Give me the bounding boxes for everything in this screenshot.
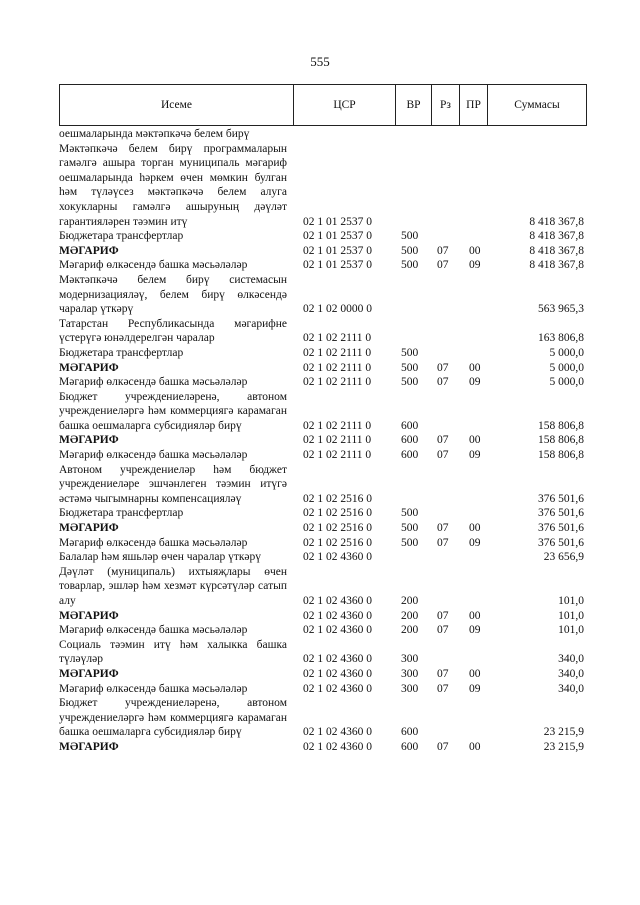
row-sum: 376 501,6 (538, 522, 584, 535)
table-row (59, 317, 586, 346)
row-rz-code: 07 (437, 376, 449, 389)
row-vr-code: 500 (401, 536, 419, 549)
row-rz-code: 07 (437, 667, 449, 680)
row-vr-code: 600 (401, 449, 419, 462)
row-name: Бюджетара трансфертлар (59, 507, 184, 520)
table-row (59, 229, 586, 244)
row-name: МӘГАРИФ (59, 609, 119, 622)
table-row (59, 565, 586, 609)
row-name: Мәктәпкәчә белем бирү системасын модернизацияләү, белем бирү өлкәсендә чаралар үткәрү (59, 273, 287, 316)
row-sum: 8 418 367,8 (529, 230, 584, 243)
row-csr-code: 02 1 02 2111 0 (303, 361, 372, 374)
table-row (59, 433, 586, 448)
row-vr-code: 500 (401, 507, 419, 520)
row-sum: 376 501,6 (538, 536, 584, 549)
header-rz: Рз (432, 85, 460, 126)
row-csr-code: 02 1 02 2111 0 (303, 332, 372, 345)
row-csr-code: 02 1 02 4360 0 (303, 740, 372, 753)
row-name: Бюджет учреждениеләренә, автоном учреждениеләргә һәм коммерциягә карамаган башка оешмаларга субсидияләр бирү (59, 390, 287, 432)
row-name: МӘГАРИФ (59, 434, 119, 447)
row-csr-code: 02 1 02 2111 0 (303, 346, 372, 359)
row-rz-code: 07 (437, 624, 449, 637)
row-pr-code: 09 (469, 624, 481, 637)
row-pr-code: 00 (469, 361, 481, 374)
row-pr-code: 00 (469, 740, 481, 753)
row-vr-code: 500 (401, 361, 419, 374)
row-csr-code: 02 1 01 2537 0 (303, 230, 372, 243)
row-name: Мәгариф өлкәсендә башка мәсьәләләр (59, 259, 248, 272)
row-pr-code: 09 (469, 259, 481, 272)
table-header (59, 84, 587, 126)
row-pr-code: 09 (469, 536, 481, 549)
row-rz-code: 07 (437, 244, 449, 257)
row-sum: 158 806,8 (538, 419, 584, 432)
header-name: Исеме (60, 85, 294, 126)
row-sum: 101,0 (558, 609, 584, 622)
row-sum: 23 215,9 (543, 740, 584, 753)
row-rz-code: 07 (437, 609, 449, 622)
row-csr-code: 02 1 02 4360 0 (303, 624, 372, 637)
row-csr-code: 02 1 02 4360 0 (303, 653, 372, 666)
row-pr-code: 00 (469, 667, 481, 680)
table-row (59, 506, 586, 521)
row-sum: 563 965,3 (538, 303, 584, 316)
row-csr-code: 02 1 01 2537 0 (303, 244, 372, 257)
row-csr-code: 02 1 02 2516 0 (303, 522, 372, 535)
table-row (59, 667, 586, 682)
table-row (59, 346, 586, 361)
row-pr-code: 00 (469, 609, 481, 622)
row-csr-code: 02 1 02 2516 0 (303, 507, 372, 520)
table-row (59, 127, 586, 142)
row-vr-code: 600 (401, 419, 419, 432)
row-sum: 158 806,8 (538, 449, 584, 462)
row-name: МӘГАРИФ (59, 522, 119, 535)
table-row (59, 682, 586, 697)
row-name: Мәгариф өлкәсендә башка мәсьәләләр (59, 536, 248, 549)
row-name: МӘГАРИФ (59, 361, 119, 374)
table-row (59, 550, 586, 565)
row-csr-code: 02 1 01 2537 0 (303, 215, 372, 228)
row-name: Бюджет учреждениеләренә, автоном учреждениеләргә һәм коммерциягә карамаган башка оешмаларга субсидияләр бирү (59, 697, 287, 739)
row-name: Автоном учреждениеләр һәм бюджет учреждениеләре эшчәнлеген тәэмин итүгә әстәмә чыгымнарны компенсацияләү (59, 463, 287, 505)
row-csr-code: 02 1 02 0000 0 (303, 303, 372, 316)
row-sum: 163 806,8 (538, 332, 584, 345)
row-rz-code: 07 (437, 740, 449, 753)
row-pr-code: 00 (469, 522, 481, 535)
row-name: Татарстан Республикасында мәгарифне үстерүгә юнәлдерелгән чаралар (59, 317, 287, 345)
row-sum: 23 215,9 (543, 726, 584, 739)
row-sum: 340,0 (558, 667, 584, 680)
row-sum: 8 418 367,8 (529, 215, 584, 228)
table-row (59, 448, 586, 463)
header-pr: ПР (460, 85, 488, 126)
row-name: Социаль тәэмин итү һәм халыкка башка түләүләр (59, 638, 287, 666)
table-row (59, 740, 586, 755)
row-pr-code: 00 (469, 434, 481, 447)
row-vr-code: 200 (401, 609, 419, 622)
row-sum: 340,0 (558, 682, 584, 695)
row-rz-code: 07 (437, 522, 449, 535)
table-row (59, 623, 586, 638)
row-name: Мәгариф өлкәсендә башка мәсьәләләр (59, 682, 248, 695)
row-sum: 8 418 367,8 (529, 259, 584, 272)
row-sum: 101,0 (558, 595, 584, 607)
row-sum: 101,0 (558, 624, 584, 637)
row-vr-code: 200 (401, 595, 419, 607)
row-csr-code: 02 1 02 2111 0 (303, 419, 372, 432)
header-sum: Суммасы (488, 85, 587, 126)
row-pr-code: 09 (469, 682, 481, 695)
row-rz-code: 07 (437, 682, 449, 695)
row-vr-code: 500 (401, 230, 419, 243)
row-vr-code: 500 (401, 522, 419, 535)
table-row (59, 258, 586, 273)
row-vr-code: 300 (401, 653, 419, 666)
row-sum: 376 501,6 (538, 492, 584, 505)
row-vr-code: 500 (401, 346, 419, 359)
row-sum: 158 806,8 (538, 434, 584, 447)
row-sum: 5 000,0 (549, 361, 584, 374)
row-csr-code: 02 1 02 2111 0 (303, 449, 372, 462)
row-sum: 340,0 (558, 653, 584, 666)
row-csr-code: 02 1 02 4360 0 (303, 595, 372, 607)
row-vr-code: 300 (401, 682, 419, 695)
row-vr-code: 600 (401, 726, 419, 739)
table-row (59, 521, 586, 536)
row-csr-code: 02 1 01 2537 0 (303, 259, 372, 272)
row-vr-code: 200 (401, 624, 419, 637)
header-vr: ВР (396, 85, 432, 126)
table-row (59, 244, 586, 259)
row-name: МӘГАРИФ (59, 740, 119, 753)
row-name: оешмаларында мәктәпкәчә белем бирү (59, 128, 250, 140)
row-name: Балалар һәм яшьләр өчен чаралар үткәрү (59, 551, 262, 564)
row-csr-code: 02 1 02 2516 0 (303, 492, 372, 505)
row-csr-code: 02 1 02 4360 0 (303, 726, 372, 739)
row-name: МӘГАРИФ (59, 667, 119, 680)
row-csr-code: 02 1 02 4360 0 (303, 667, 372, 680)
row-rz-code: 07 (437, 449, 449, 462)
row-vr-code: 600 (401, 434, 419, 447)
row-pr-code: 00 (469, 244, 481, 257)
header-csr: ЦСР (294, 85, 396, 126)
table-row (59, 463, 586, 507)
row-csr-code: 02 1 02 4360 0 (303, 551, 372, 564)
row-name: Бюджетара трансфертлар (59, 346, 184, 359)
row-csr-code: 02 1 02 2516 0 (303, 536, 372, 549)
row-vr-code: 500 (401, 259, 419, 272)
row-sum: 23 656,9 (543, 551, 584, 564)
row-name: Мәгариф өлкәсендә башка мәсьәләләр (59, 449, 248, 462)
row-name: Бюджетара трансфертлар (59, 230, 184, 243)
row-csr-code: 02 1 02 2111 0 (303, 376, 372, 389)
row-pr-code: 09 (469, 376, 481, 389)
row-vr-code: 300 (401, 667, 419, 680)
table-row (59, 696, 586, 740)
table-body (59, 127, 586, 755)
row-name: Дәүләт (муниципаль) ихтыяҗлары өчен товарлар, эшләр һәм хезмәт күрсәтүләр сатып алу (59, 565, 287, 607)
table-row (59, 609, 586, 624)
row-rz-code: 07 (437, 361, 449, 374)
row-vr-code: 500 (401, 244, 419, 257)
row-csr-code: 02 1 02 4360 0 (303, 682, 372, 695)
row-pr-code: 09 (469, 449, 481, 462)
row-name: МӘГАРИФ (59, 244, 119, 257)
row-name: Мәгариф өлкәсендә башка мәсьәләләр (59, 624, 248, 637)
row-rz-code: 07 (437, 434, 449, 447)
table-row (59, 361, 586, 376)
table-row (59, 390, 586, 434)
row-vr-code: 500 (401, 376, 419, 389)
row-sum: 5 000,0 (549, 346, 584, 359)
row-rz-code: 07 (437, 259, 449, 272)
row-rz-code: 07 (437, 536, 449, 549)
row-vr-code: 600 (401, 740, 419, 753)
table-row (59, 638, 586, 667)
table-row (59, 375, 586, 390)
row-csr-code: 02 1 02 4360 0 (303, 609, 372, 622)
table-row (59, 536, 586, 551)
table-row (59, 142, 586, 230)
row-sum: 5 000,0 (549, 376, 584, 389)
page-number: 555 (310, 54, 330, 69)
row-name: Мәктәпкәчә белем бирү программаларын гамәлгә ашыра торган муниципаль мәгариф оешмаларында һәркем өчен мөмкин булган һәм түләүсез мәктәпкәчә белем алуга хокукларны гамәлгә ашыруның дәүләт гарантияләрен тәэмин итү (59, 142, 287, 228)
row-sum: 376 501,6 (538, 507, 584, 520)
row-name: Мәгариф өлкәсендә башка мәсьәләләр (59, 376, 248, 389)
table-row (59, 273, 586, 317)
row-csr-code: 02 1 02 2111 0 (303, 434, 372, 447)
row-sum: 8 418 367,8 (529, 244, 584, 257)
